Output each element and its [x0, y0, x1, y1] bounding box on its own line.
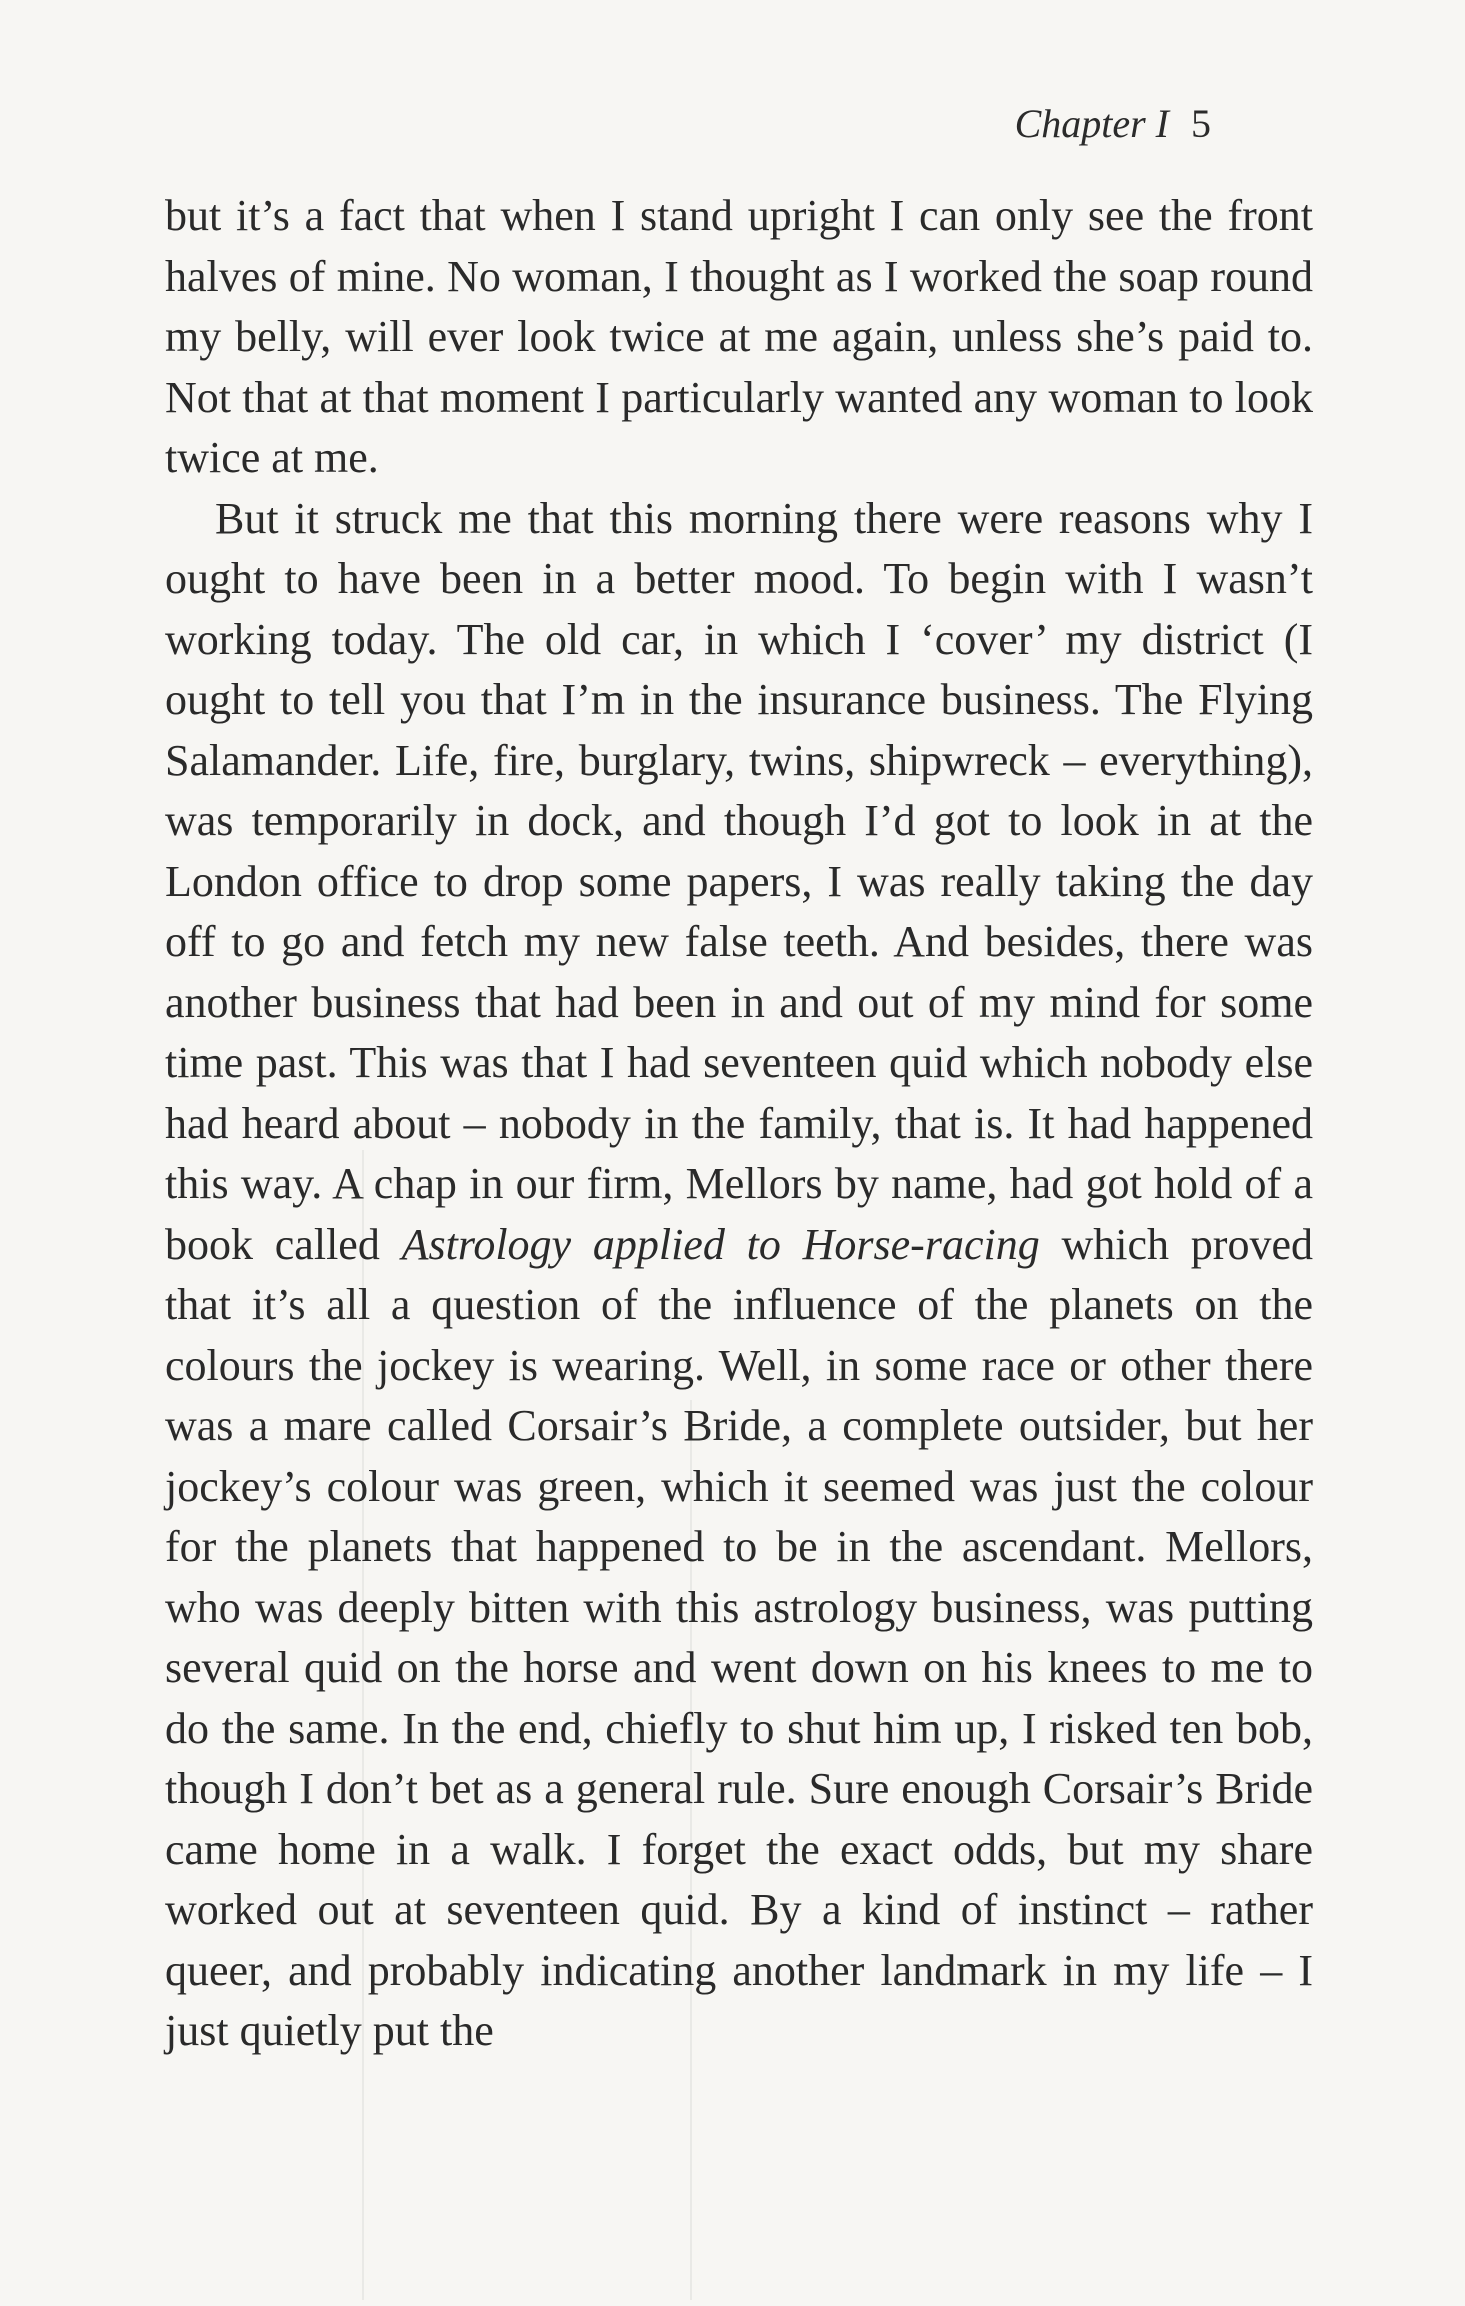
- paragraph: but it’s a fact that when I stand upright I can only see the front halves of mine. No woman, I thought as I worked the soap round my belly, will ever look twice at me again, unless she’s paid to. Not that at that moment I particularly wanted any woman to look twice at me.: [165, 191, 1313, 482]
- body-text: [165, 186, 1313, 2062]
- book-title: Astrology applied to Horse-racing: [401, 1219, 1040, 1269]
- chapter-title: Chapter I: [1014, 101, 1169, 146]
- paragraph-text: But it struck me that this morning there were reasons why I ought to have been in a better mood. To begin with I wasn’t working today. The old car, in which I ‘cover’ my district (I ought to tell you that I’m in the insurance business. The Flying Salamander. Life, fire, burglary, twins, shipwreck – everything), was temporarily in dock, and though I’d got to look in at the London office to drop some papers, I was really taking the day off to go and fetch my new false teeth. And besides, there was another business that had been in and out of my mind for some time past. This was that I had seventeen quid which nobody else had heard about – nobody in the family, that is. It had happened this way. A chap in our firm, Mellors by name, had got hold of a book called: [165, 493, 1313, 1269]
- page-number: 5: [1191, 101, 1211, 146]
- paragraph: [165, 489, 1313, 2062]
- running-head: [1015, 100, 1211, 147]
- paragraph-text: which proved that it’s all a question of the influence of the planets on the colours the jockey is wearing. Well, in some race or other there was a mare called Corsair’s Bride, a complete outsider, but her jockey’s colour was green, which it seemed was just the colour for the planets that happened to be in the ascendant. Mellors, who was deeply bitten with this astrology business, was putting several quid on the horse and went down on his knees to me to do the same. In the end, chiefly to shut him up, I risked ten bob, though I don’t bet as a general rule. Sure enough Corsair’s Bride came home in a walk. I forget the exact odds, but my share worked out at seventeen quid. By a kind of instinct – rather queer, and probably indicating another landmark in my life – I just quietly put the: [165, 1219, 1313, 2055]
